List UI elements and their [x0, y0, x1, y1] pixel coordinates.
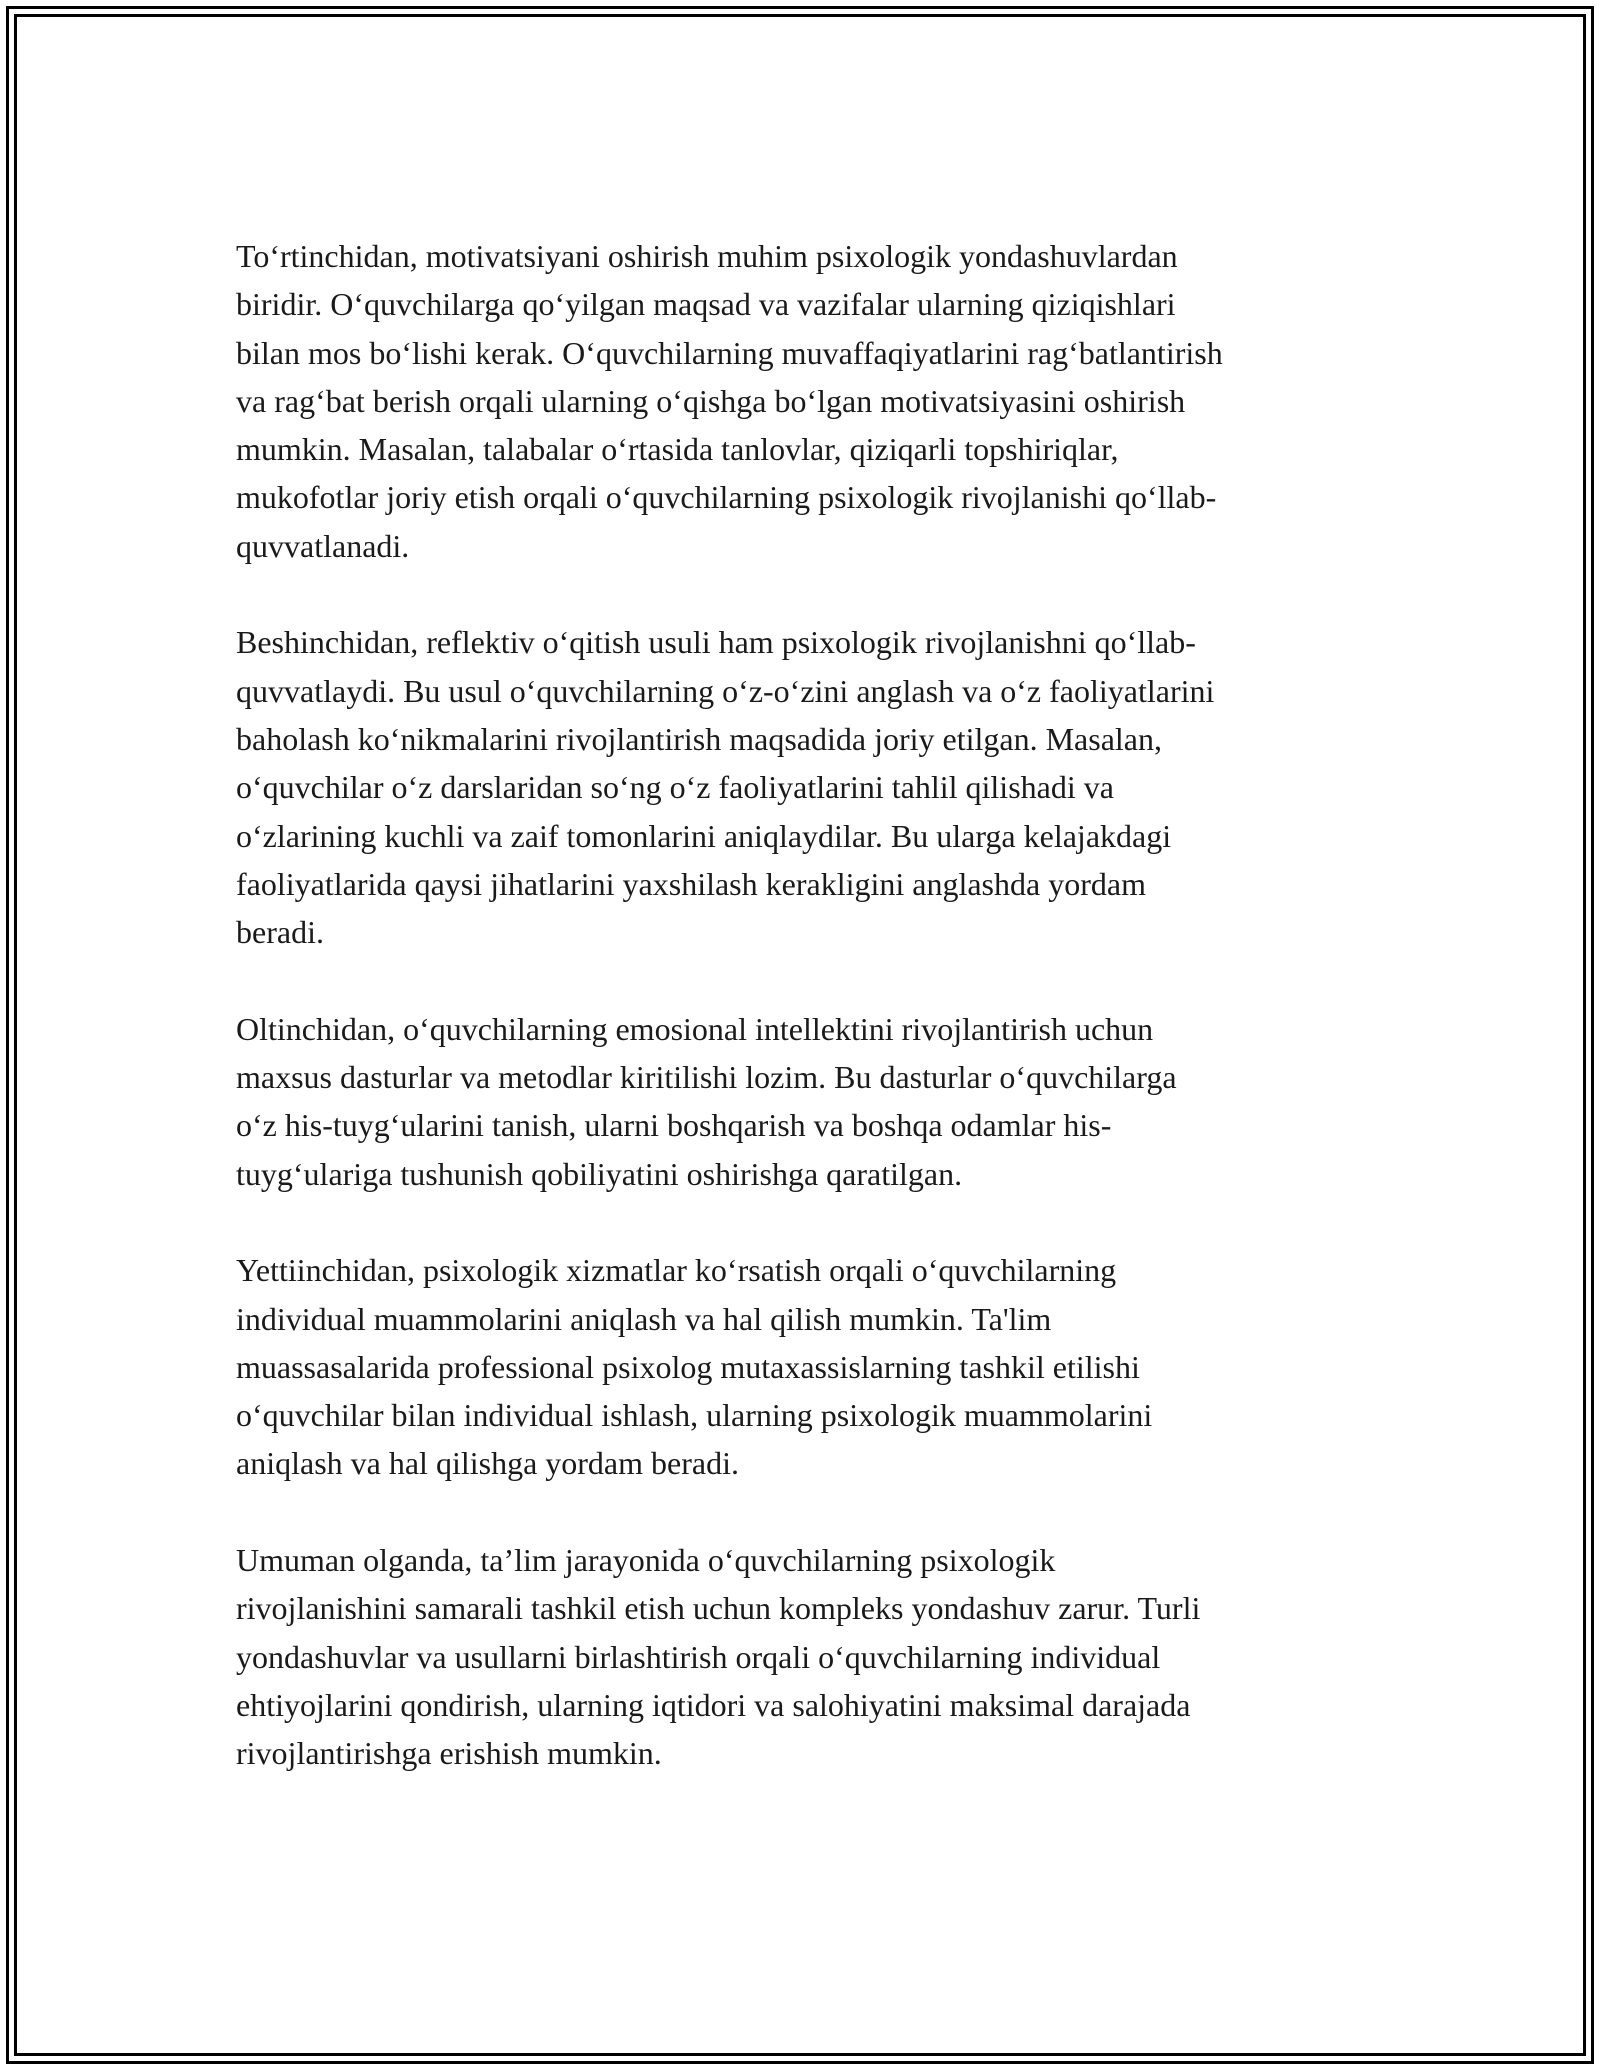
text-line: Umuman olganda, ta’lim jarayonida o‘quvchilarning psixologik [236, 1542, 1056, 1579]
text-line: aniqlash va hal qilishga yordam beradi. [236, 1445, 739, 1482]
text-line: bilan mos bo‘lishi kerak. O‘quvchilarning muvaffaqiyatlarini rag‘batlantirish [236, 334, 1223, 371]
text-line: tuyg‘ulariga tushunish qobiliyatini oshirishga qaratilgan. [236, 1155, 963, 1192]
text-line: Beshinchidan, reflektiv o‘qitish usuli ham psixologik rivojlanishni qo‘llab- [236, 624, 1196, 661]
text-line: mumkin. Masalan, talabalar o‘rtasida tanlovlar, qiziqarli topshiriqlar, [236, 431, 1119, 468]
text-line: maxsus dasturlar va metodlar kiritilishi lozim. Bu dasturlar o‘quvchilarga [236, 1059, 1177, 1096]
text-line: va rag‘bat berish orqali ularning o‘qishga bo‘lgan motivatsiyasini oshirish [236, 382, 1186, 419]
text-line: beradi. [236, 914, 324, 951]
paragraph-conclusion [236, 1536, 1376, 1777]
text-line: quvvatlanadi. [236, 527, 410, 564]
text-line: rivojlantirishga erishish mumkin. [236, 1735, 662, 1772]
text-line: o‘z his-tuyg‘ularini tanish, ularni boshqarish va boshqa odamlar his- [236, 1107, 1112, 1144]
text-line: individual muammolarini aniqlash va hal qilish mumkin. Ta'lim [236, 1300, 1052, 1337]
text-line: quvvatlaydi. Bu usul o‘quvchilarning o‘z-o‘zini anglash va o‘z faoliyatlarini [236, 672, 1215, 709]
paragraph-fourth [236, 232, 1376, 570]
paragraph-sixth [236, 1005, 1376, 1198]
text-line: Yettiinchidan, psixologik xizmatlar ko‘rsatish orqali o‘quvchilarning [236, 1252, 1117, 1289]
text-line: baholash ko‘nikmalarini rivojlantirish maqsadida joriy etilgan. Masalan, [236, 720, 1162, 757]
paragraph-seventh [236, 1246, 1376, 1487]
text-line: rivojlanishini samarali tashkil etish uchun kompleks yondashuv zarur. Turli [236, 1590, 1201, 1627]
document-body [236, 232, 1376, 1826]
text-line: mukofotlar joriy etish orqali o‘quvchilarning psixologik rivojlanishi qo‘llab- [236, 479, 1217, 516]
text-line: o‘quvchilar o‘z darslaridan so‘ng o‘z faoliyatlarini tahlil qilishadi va [236, 769, 1114, 806]
paragraph-fifth [236, 618, 1376, 956]
text-line: To‘rtinchidan, motivatsiyani oshirish muhim psixologik yondashuvlardan [236, 238, 1178, 274]
text-line: muassasalarida professional psixolog mutaxassislarning tashkil etilishi [236, 1348, 1140, 1385]
text-line: o‘zlarining kuchli va zaif tomonlarini aniqlaydilar. Bu ularga kelajakdagi [236, 817, 1172, 854]
text-line: faoliyatlarida qaysi jihatlarini yaxshilash kerakligini anglashda yordam [236, 865, 1146, 902]
text-line: o‘quvchilar bilan individual ishlash, ularning psixologik muammolarini [236, 1397, 1153, 1434]
text-line: yondashuvlar va usullarni birlashtirish orqali o‘quvchilarning individual [236, 1638, 1161, 1675]
text-line: Oltinchidan, o‘quvchilarning emosional intellektini rivojlantirish uchun [236, 1010, 1154, 1047]
text-line: ehtiyojlarini qondirish, ularning iqtidori va salohiyatini maksimal darajada [236, 1686, 1191, 1723]
text-line: biridir. O‘quvchilarga qo‘yilgan maqsad va vazifalar ularning qiziqishlari [236, 286, 1176, 323]
